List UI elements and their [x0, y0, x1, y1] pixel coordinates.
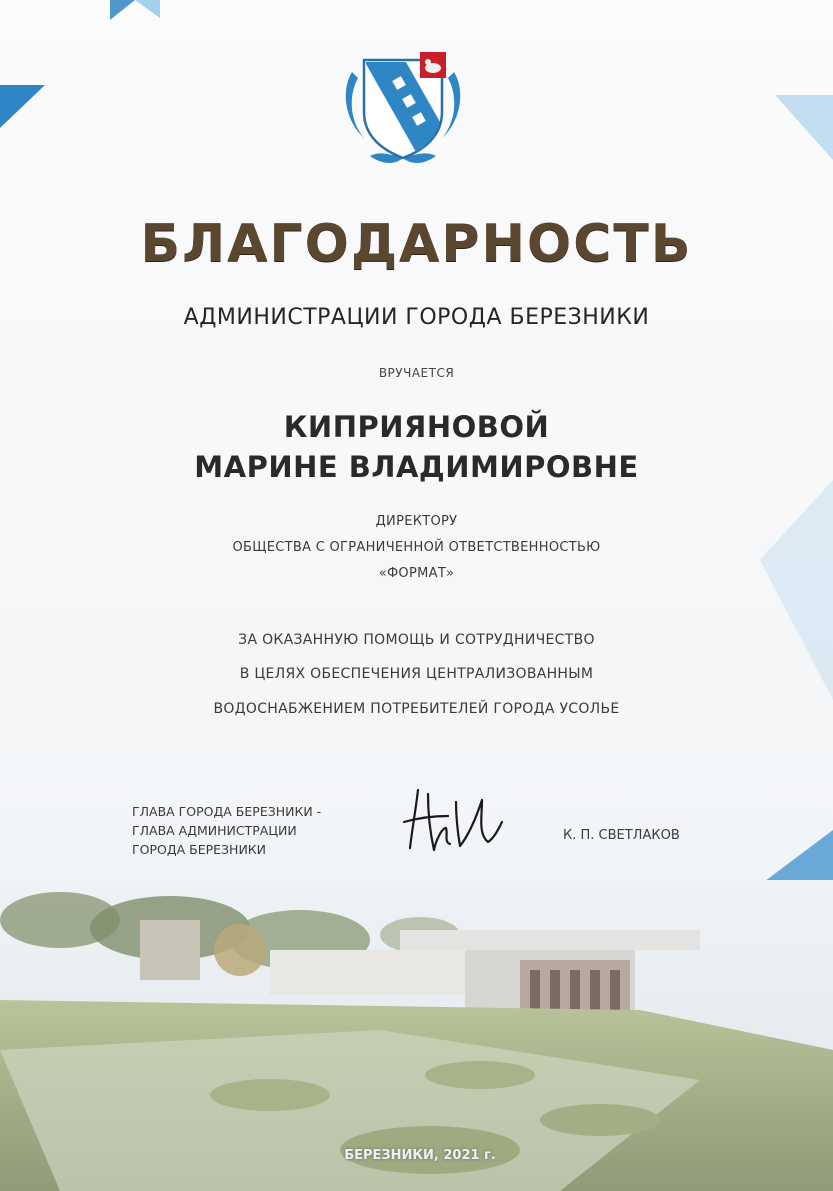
city-photo — [0, 880, 833, 1191]
issuing-organization: АДМИНИСТРАЦИИ ГОРОДА БЕРЕЗНИКИ — [183, 305, 650, 330]
recipient-company-type: ОБЩЕСТВА С ОГРАНИЧЕННОЙ ОТВЕТСТВЕННОСТЬЮ — [232, 540, 601, 555]
signatory-title-line-1: ГЛАВА ГОРОДА БЕРЕЗНИКИ - — [132, 804, 322, 819]
recipient-position: ДИРЕКТОРУ — [375, 514, 458, 529]
recipient-given-names: МАРИНЕ ВЛАДИМИРОВНЕ — [194, 450, 639, 484]
reason-line-1: ЗА ОКАЗАННУЮ ПОМОЩЬ И СОТРУДНИЧЕСТВО — [238, 632, 595, 648]
reason-line-3: ВОДОСНАБЖЕНИЕМ ПОТРЕБИТЕЛЕЙ ГОРОДА УСОЛЬЕ — [213, 701, 620, 717]
signatory-title-line-3: ГОРОДА БЕРЕЗНИКИ — [132, 842, 267, 857]
handwritten-signature — [398, 782, 508, 862]
certificate-title: БЛАГОДАРНОСТЬ — [140, 214, 693, 274]
place-and-year: БЕРЕЗНИКИ, 2021 г. — [344, 1148, 496, 1163]
signatory-name: К. П. СВЕТЛАКОВ — [563, 828, 680, 843]
awarded-label: ВРУЧАЕТСЯ — [378, 366, 455, 380]
city-coat-of-arms-icon — [340, 52, 466, 170]
signatory-title-line-2: ГЛАВА АДМИНИСТРАЦИИ — [132, 823, 297, 838]
recipient-company-name: «ФОРМАТ» — [378, 566, 455, 581]
recipient-surname: КИПРИЯНОВОЙ — [283, 410, 550, 444]
signatory-title — [132, 802, 392, 859]
reason-line-2: В ЦЕЛЯХ ОБЕСПЕЧЕНИЯ ЦЕНТРАЛИЗОВАННЫМ — [239, 666, 594, 682]
